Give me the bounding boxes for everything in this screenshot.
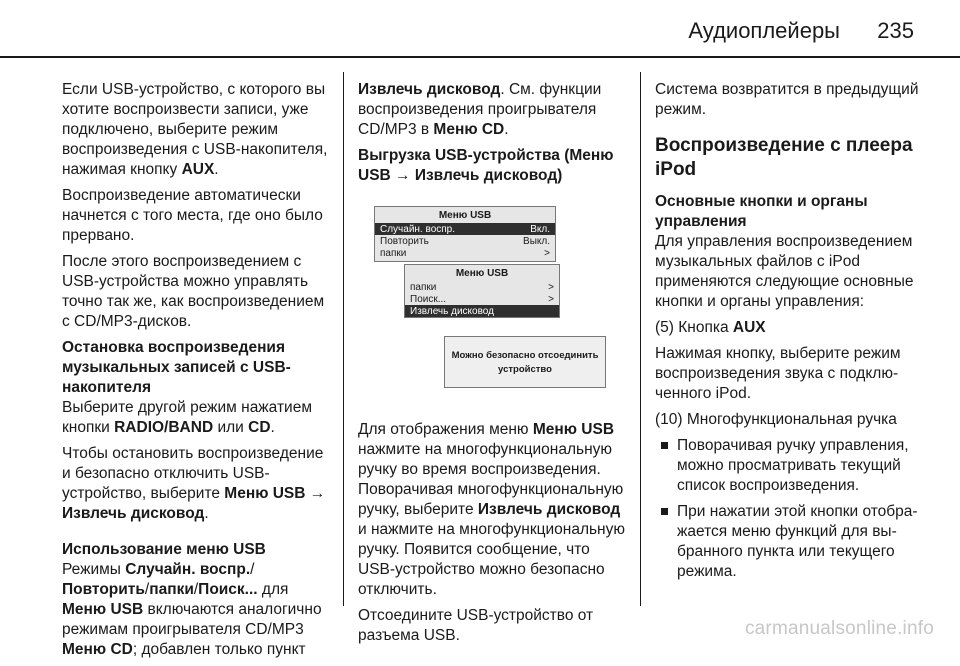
bullet-item: При нажатии этой кнопки отображается меню функций для выбранного пункта или текущего режима.	[655, 502, 927, 582]
paragraph: Нажимая кнопку, выберите режим воспроизведения звука с подключенного iPod.	[655, 345, 901, 402]
text: . См. функции воспроизведения проигрывателя CD/MP3 в	[358, 81, 602, 138]
bold-text: папки	[149, 581, 194, 598]
column-middle	[358, 80, 628, 652]
menu-item-label: Извлечь дисковод	[410, 305, 494, 317]
paragraph: Выберите другой режим нажатием кнопки RADIO/BAND или CD.	[62, 399, 312, 436]
bold-text: Меню USB	[224, 485, 306, 502]
paragraph: Извлечь дисковод. См. функции воспроизведения проигрывателя CD/MP3 в Меню CD.	[358, 81, 602, 138]
text: Для отображения меню	[358, 421, 533, 438]
paragraph: Для управления воспроизведением музыкальных файлов с iPod применяются следующие основные кнопки и органы управления:	[655, 233, 914, 310]
bold-text: Извлечь дисковод	[358, 81, 501, 98]
menu-item	[405, 281, 559, 293]
menu-item-label: Повторить	[380, 235, 429, 247]
text: /	[193, 581, 199, 598]
paragraph: Если USB-устройство, с которого вы хотите воспроизвести записи, уже подключено, выберите режим воспроизведения с USB-накопителя, нажимая кнопку AUX.	[62, 81, 328, 178]
paragraph: Воспроизведение автоматически начнется с того места, где оно было прервано.	[62, 187, 323, 244]
paragraph: (10) Многофункциональная ручка	[655, 411, 897, 428]
menu-title: Меню USB	[455, 268, 509, 279]
bold-text: Меню USB	[532, 421, 615, 438]
menu-item	[375, 235, 555, 247]
column-right	[655, 80, 927, 588]
header-rule	[0, 56, 960, 58]
section-heading: Основные кнопки и органы управления	[655, 193, 868, 230]
paragraph: После этого воспроизведением с USB-устройства можно управлять точно так же, как воспроизведением с CD/MP3-дисков.	[62, 253, 325, 330]
usb-menu-screen-1	[374, 206, 556, 262]
text: Выберите другой режим нажатием кнопки	[62, 399, 312, 436]
bold-text: AUX	[181, 161, 215, 178]
menu-item	[405, 305, 559, 317]
bold-text: Меню CD	[433, 121, 505, 138]
text: (5) Кнопка	[655, 319, 733, 336]
column-left	[62, 80, 330, 666]
paragraph	[358, 420, 628, 600]
usb-safe-remove-message	[444, 336, 606, 388]
text: или	[213, 419, 249, 436]
menu-item	[375, 223, 555, 235]
column-divider	[640, 72, 641, 606]
bold-text: Случайн. воспр.	[125, 561, 251, 578]
paragraph: Чтобы остановить воспроизведение и безопасно отключить USB-устройство, выберите Меню USB → Извлечь дисковод.	[62, 445, 326, 522]
text: /	[144, 581, 150, 598]
text: Режимы	[62, 561, 126, 578]
text: для	[257, 581, 289, 598]
arrow-text: →	[305, 485, 326, 502]
paragraph	[62, 560, 330, 660]
menu-item-value: Вкл.	[530, 223, 550, 235]
text: нажмите на многофункциональную ручку во время воспроизведения. Поворачивая многофункциональную ручку, выберите	[358, 441, 624, 518]
page-header	[0, 0, 960, 60]
text: Чтобы остановить воспроизведение и безопасно отключить USB-устройство, выберите	[62, 445, 324, 502]
chevron-right-icon: >	[548, 293, 554, 305]
menu-title: Меню USB	[438, 210, 492, 221]
text: и нажмите на многофункциональную ручку. Появится сообщение, что USB-устройство можно безопасно отключить.	[358, 521, 625, 598]
section-heading: Остановка воспроизведения музыкальных записей с USB-накопителя	[62, 339, 291, 396]
menu-item-label: папки	[410, 281, 437, 293]
chevron-right-icon: >	[548, 281, 554, 293]
paragraph: Система возвратится в предыдущий режим.	[655, 81, 919, 118]
text: ; добавлен только пункт	[132, 641, 306, 658]
menu-item-value: Выкл.	[523, 235, 550, 247]
section-heading: Использование меню USB	[62, 541, 266, 558]
bold-text: RADIO/BAND	[114, 419, 214, 436]
bold-text: Повторить	[62, 581, 145, 598]
section-title: Воспроизведение с плеера iPod	[655, 135, 913, 180]
bold-text: AUX	[732, 319, 766, 336]
bold-text: Меню USB	[62, 601, 144, 618]
menu-item	[375, 247, 555, 259]
menu-item-label: папки	[380, 247, 407, 259]
column-divider	[343, 72, 344, 606]
paragraph	[655, 318, 927, 338]
page-number: 235	[877, 18, 914, 43]
usb-menu-screen-2	[404, 264, 560, 318]
bold-text: Поиск...	[198, 581, 258, 598]
menu-item	[405, 293, 559, 305]
watermark: carmanualsonline.info	[744, 618, 934, 639]
bold-text: Меню CD	[62, 641, 133, 658]
bold-text: Извлечь дисковод	[477, 501, 621, 518]
chevron-right-icon: >	[544, 247, 550, 259]
bold-text: CD	[248, 419, 271, 436]
text: Если USB-устройство, с которого вы хотите воспроизвести записи, уже подключено, выберите режим воспроизведения с USB-накопителя, нажимая кнопку	[62, 81, 328, 178]
section-heading: Выгрузка USB-устройства (Меню USB → Извлечь дисковод)	[358, 147, 614, 184]
bullet-item: Поворачивая ручку управления, можно просматривать текущий список воспроизведения.	[655, 436, 927, 496]
paragraph: Отсоедините USB-устройство от разъема USB.	[358, 607, 594, 644]
message-text: Можно безопасно отсоединить устройство	[451, 350, 599, 375]
text: /	[250, 561, 255, 578]
bold-text: Извлечь дисковод	[62, 505, 205, 522]
menu-item-label: Поиск...	[410, 293, 447, 305]
usb-menu-figure	[362, 206, 620, 402]
text: включаются аналогично режимам проигрывателя CD/MP3	[62, 601, 322, 638]
menu-item-label: Случайн. воспр.	[380, 223, 456, 235]
page-title: Аудиоплейеры	[688, 18, 840, 43]
